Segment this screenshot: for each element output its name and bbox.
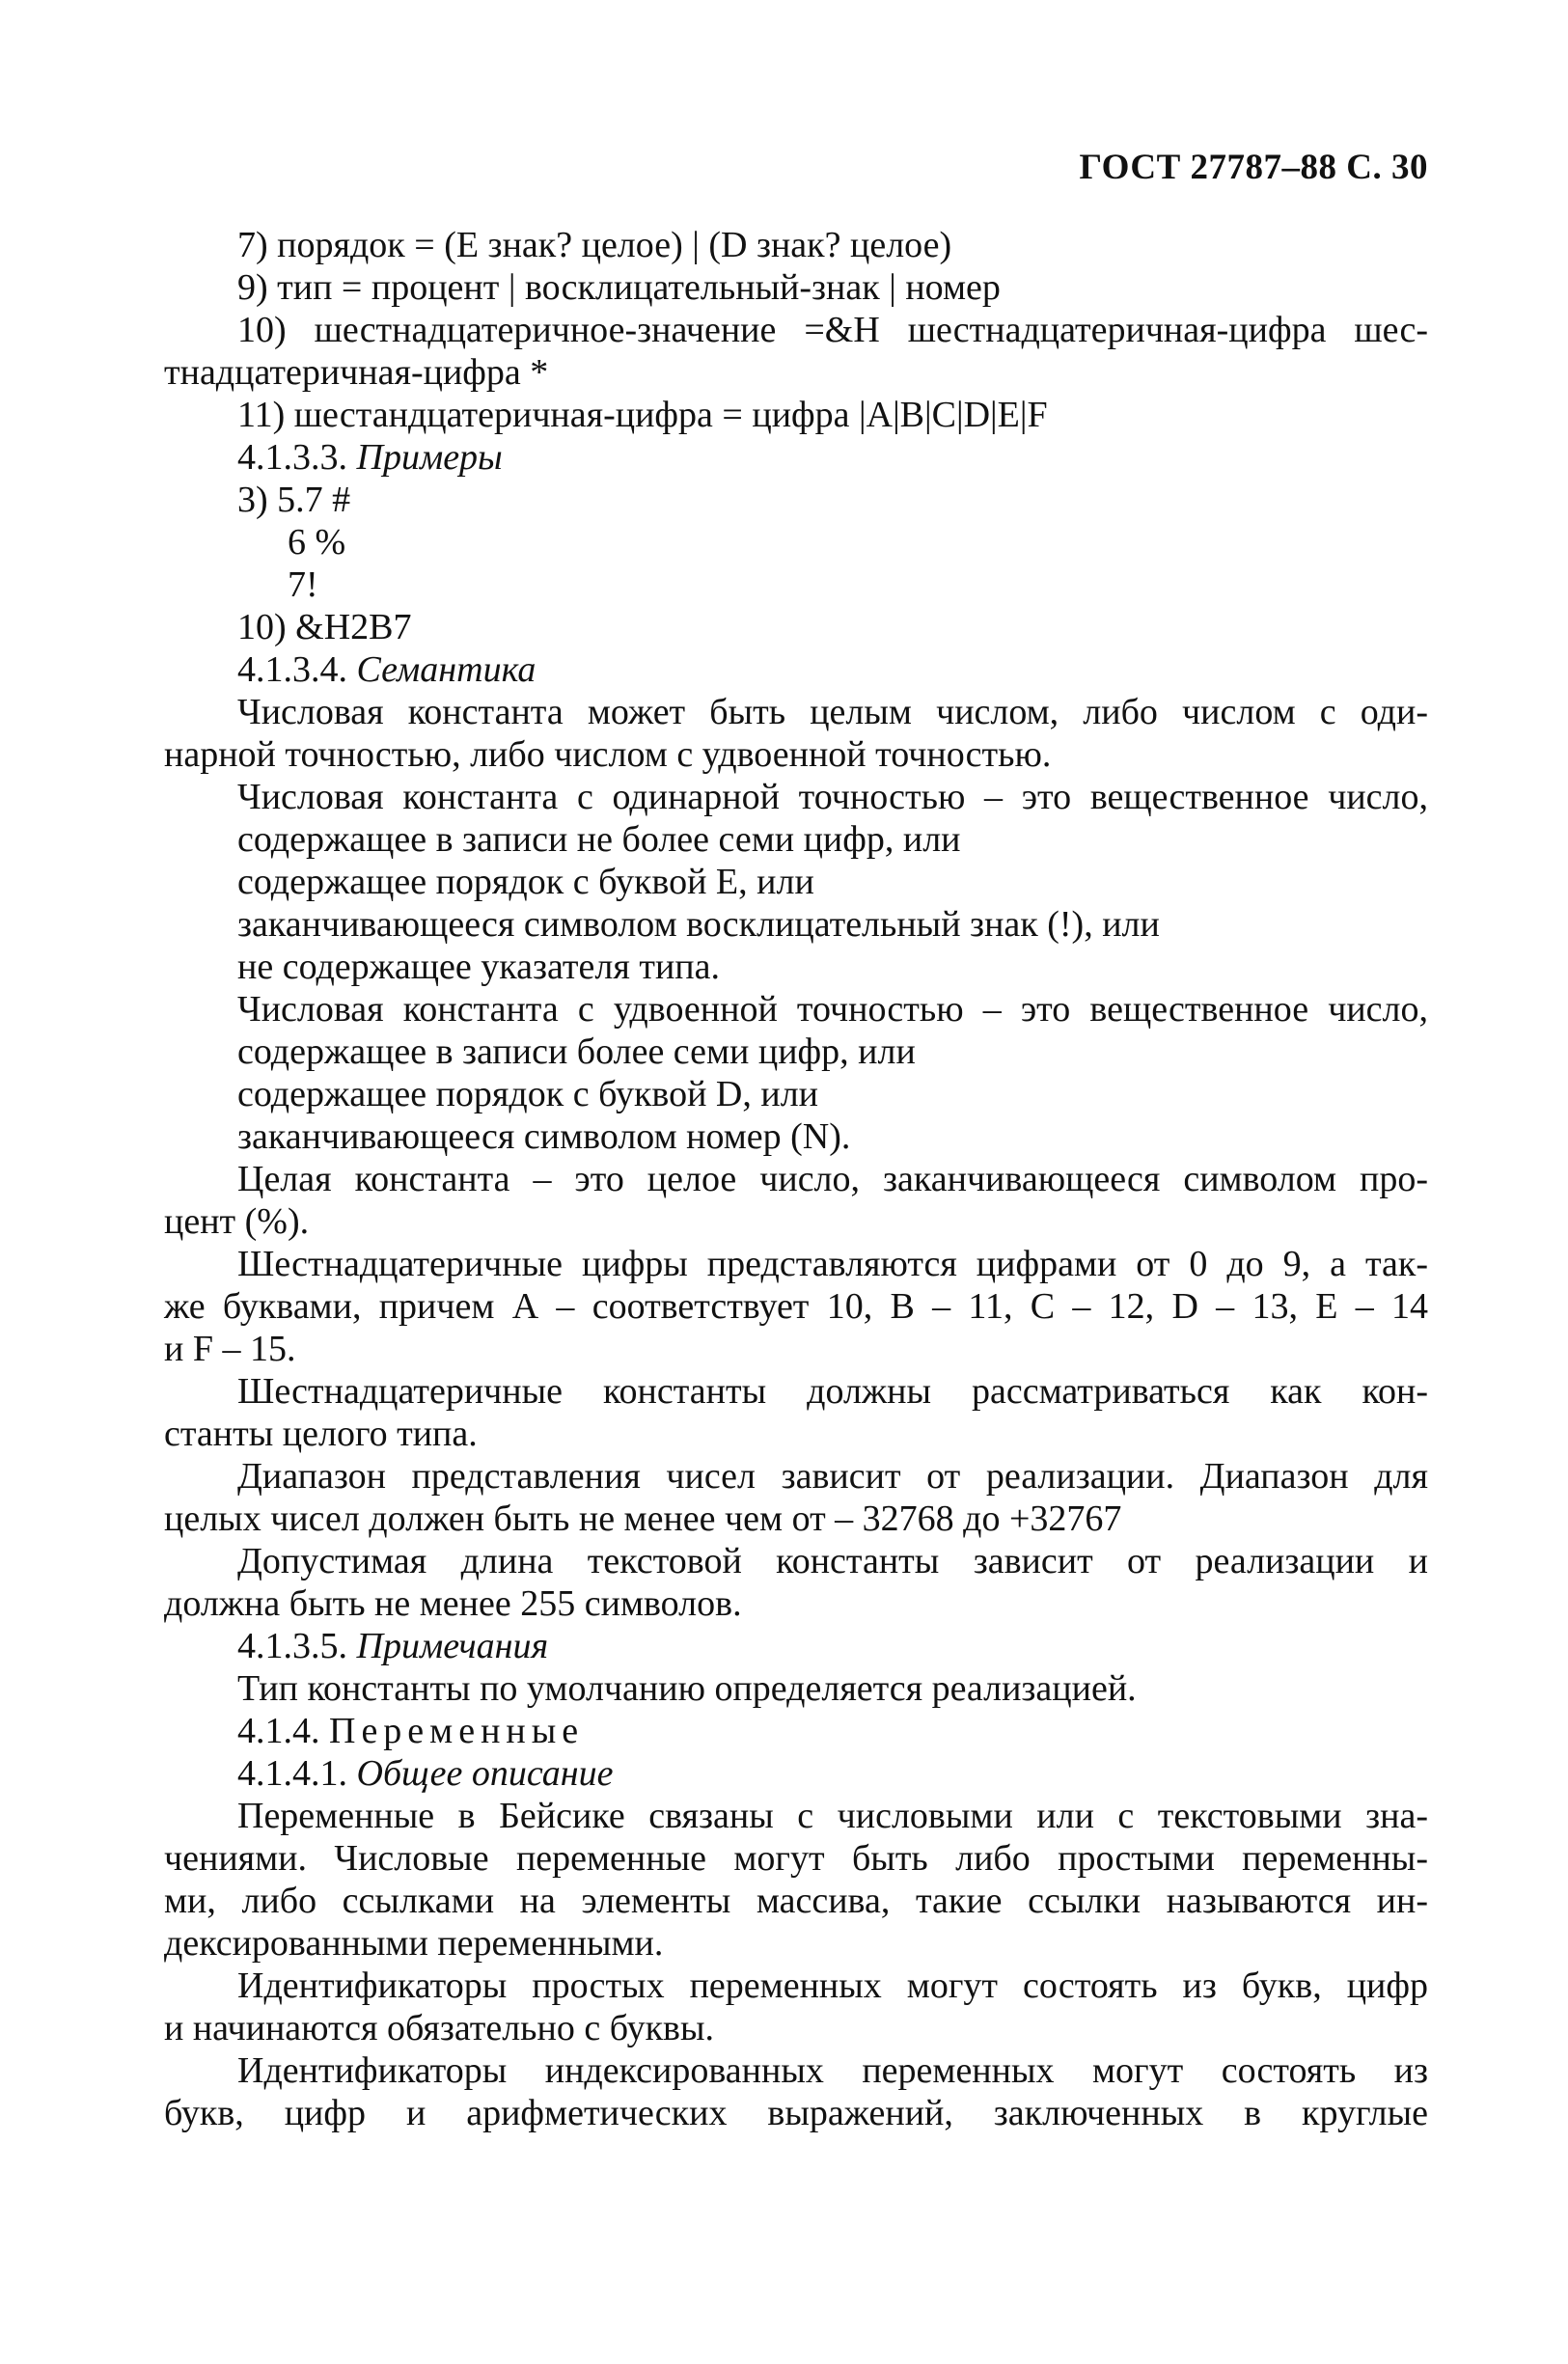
- text-line: тнадцатеричная-цифра *: [164, 352, 549, 393]
- text-line: Допустимая длина текстовой константы зависит от реализации и: [237, 1541, 1428, 1581]
- text-line: букв, цифр и арифметических выражений, заключенных в круглые: [164, 2093, 1428, 2133]
- text-line: 9) тип = процент | восклицательный-знак | номер: [237, 267, 1001, 308]
- text-line: содержащее порядок с буквой Е, или: [237, 862, 814, 902]
- section-title: Общее описание: [356, 1753, 614, 1794]
- text-line: [164, 1625, 1428, 1667]
- text-line: заканчивающееся символом номер (N).: [237, 1116, 851, 1157]
- text-line: цент (%).: [164, 1201, 310, 1242]
- text-line: Числовая константа может быть целым числом, либо числом с оди-: [237, 692, 1428, 732]
- text-line: содержащее в записи более семи цифр, или: [237, 1031, 916, 1072]
- text-line: Целая константа – это целое число, заканчивающееся символом про-: [237, 1159, 1428, 1199]
- text-line: [164, 436, 1428, 479]
- text-line: Диапазон представления чисел зависит от реализации. Диапазон для: [237, 1456, 1428, 1497]
- text-line: 10) &H2B7: [237, 607, 412, 647]
- section-title: Переменные: [329, 1711, 585, 1751]
- text-line: не содержащее указателя типа.: [237, 947, 720, 987]
- text-line: 11) шестандцатеричная-цифра = цифра |A|B|C|D|E|F: [237, 395, 1048, 435]
- text-line: [164, 648, 1428, 691]
- text-line: Числовая константа с одинарной точностью – это вещественное число,: [237, 777, 1428, 817]
- text-line: должна быть не менее 255 символов.: [164, 1583, 742, 1624]
- page-header: ГОСТ 27787–88 С. 30: [1079, 148, 1428, 187]
- text-line: целых чисел должен быть не менее чем от – 32768 до +32767: [164, 1498, 1122, 1539]
- document-page: [164, 0, 1428, 2364]
- section-title: Семантика: [356, 649, 536, 690]
- section-number: 4.1.3.4.: [237, 649, 357, 690]
- document-body: [164, 224, 1428, 2134]
- text-line: 10) шестнадцатеричное-значение =&H шестнадцатеричная-цифра шес-: [237, 310, 1428, 350]
- text-line: Идентификаторы индексированных переменных могут состоять из: [237, 2050, 1428, 2091]
- text-line: заканчивающееся символом восклицательный знак (!), или: [237, 904, 1160, 945]
- text-line: Шестнадцатеричные константы должны рассматриваться как кон-: [237, 1371, 1428, 1412]
- section-number: 4.1.3.5.: [237, 1626, 357, 1666]
- text-line: [164, 1752, 1428, 1795]
- section-number: 4.1.4.1.: [237, 1753, 357, 1794]
- text-line: содержащее порядок с буквой D, или: [237, 1074, 819, 1114]
- text-line: 3) 5.7 #: [237, 480, 351, 520]
- text-line: дексированными переменными.: [164, 1923, 664, 1964]
- text-line: 7) порядок = (Е знак? целое) | (D знак? целое): [237, 225, 952, 265]
- section-title: Примеры: [356, 437, 503, 478]
- text-line: Переменные в Бейсике связаны с числовыми или с текстовыми зна-: [237, 1796, 1428, 1836]
- text-line: содержащее в записи не более семи цифр, или: [237, 819, 961, 860]
- text-line: ми, либо ссылками на элементы массива, такие ссылки называются ин-: [164, 1881, 1428, 1921]
- text-line: же буквами, причем А – соответствует 10, В – 11, С – 12, D – 13, Е – 14: [164, 1286, 1428, 1327]
- text-line: чениями. Числовые переменные могут быть либо простыми переменны-: [164, 1838, 1428, 1879]
- text-line: 7!: [288, 564, 318, 605]
- text-line: [164, 1710, 1428, 1752]
- text-line: 6 %: [288, 522, 346, 563]
- section-number: 4.1.3.3.: [237, 437, 357, 478]
- text-line: Числовая константа с удвоенной точностью – это вещественное число,: [237, 989, 1428, 1030]
- text-line: нарной точностью, либо числом с удвоенной точностью.: [164, 734, 1052, 775]
- text-line: и F – 15.: [164, 1329, 296, 1369]
- text-line: Шестнадцатеричные цифры представляются цифрами от 0 до 9, а так-: [237, 1244, 1428, 1284]
- text-line: Тип константы по умолчанию определяется реализацией.: [237, 1668, 1137, 1709]
- text-line: и начинаются обязательно с буквы.: [164, 2008, 715, 2048]
- section-number: 4.1.4.: [237, 1711, 329, 1751]
- text-line: Идентификаторы простых переменных могут состоять из букв, цифр: [237, 1965, 1428, 2006]
- text-line: станты целого типа.: [164, 1414, 478, 1454]
- section-title: Примечания: [356, 1626, 549, 1666]
